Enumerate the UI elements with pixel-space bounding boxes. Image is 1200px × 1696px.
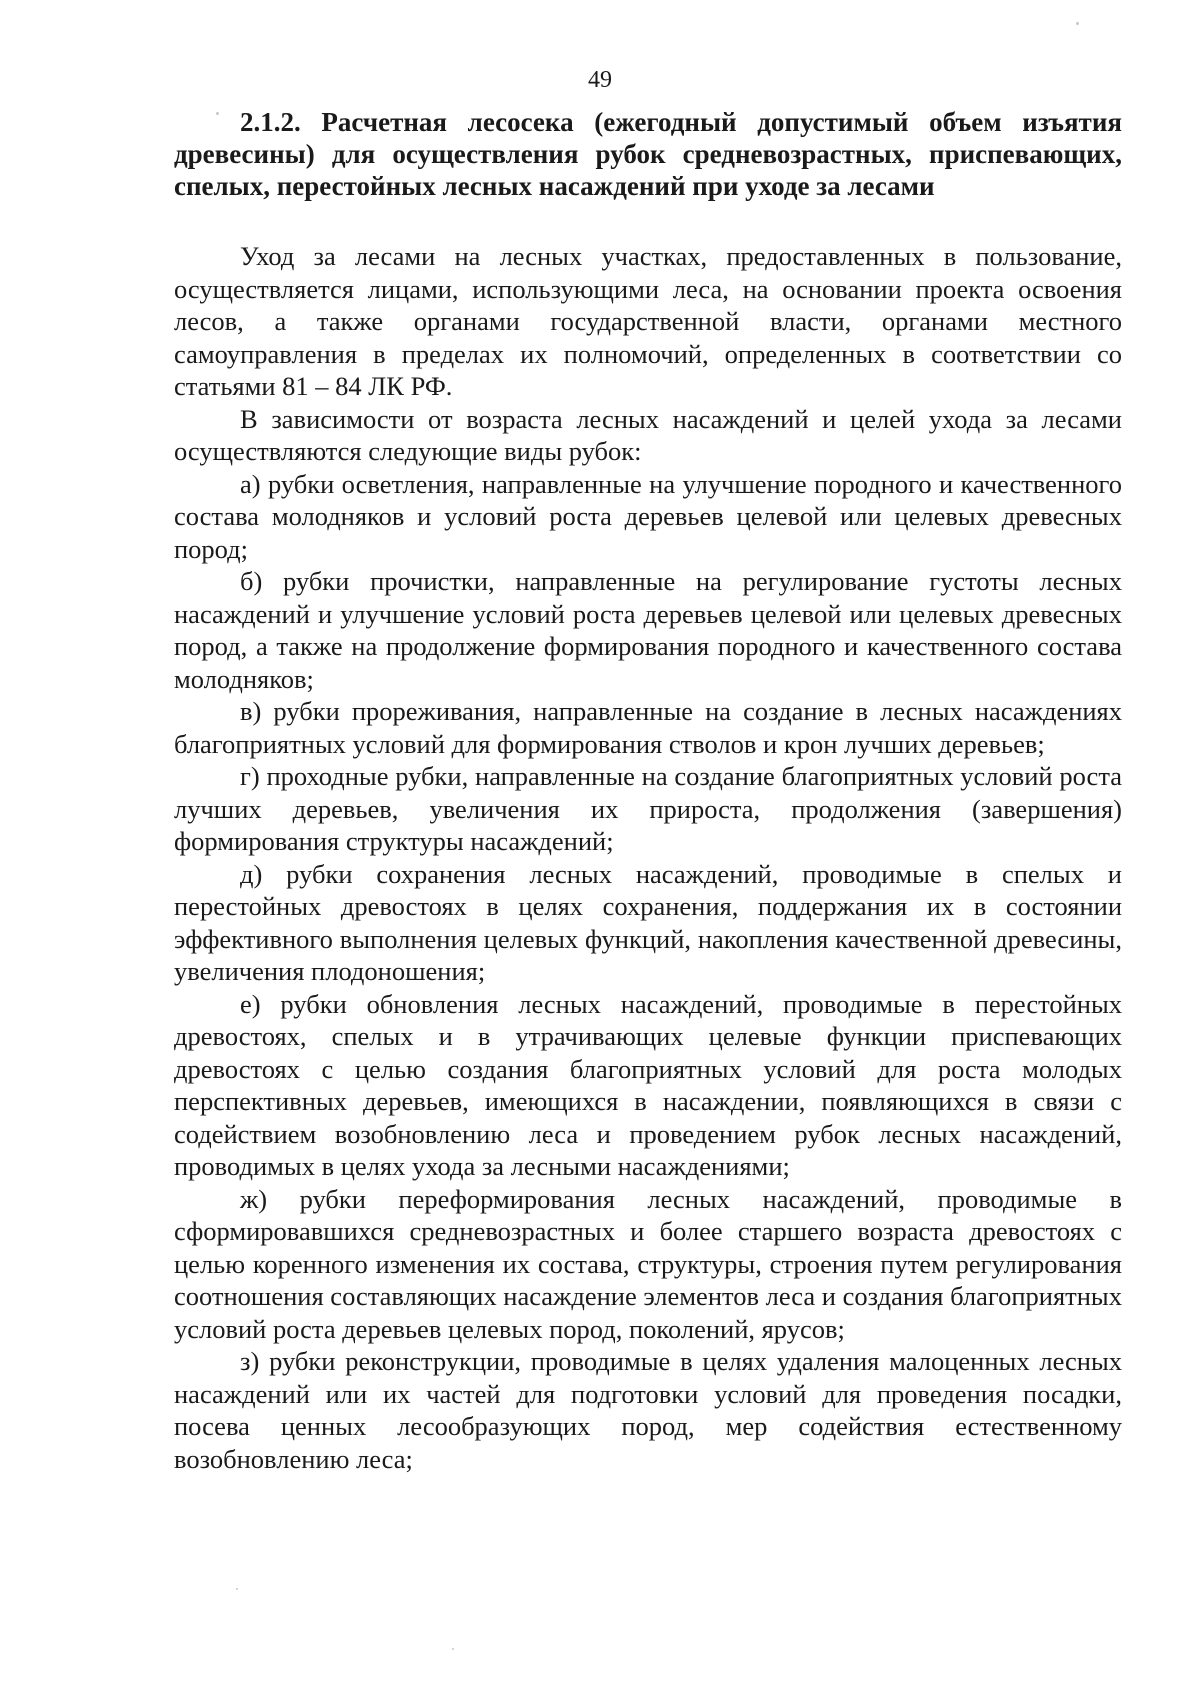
- section-title: 2.1.2. Расчетная лесосека (ежегодный допустимый объем изъятия древесины) для осуществления рубок средневозрастных, приспевающих, спелых, перестойных лесных насаждений при уходе за лесами: [174, 107, 1122, 201]
- paragraph-cutting-types: В зависимости от возраста лесных насаждений и целей ухода за лесами осуществляются следующие виды рубок:: [174, 403, 1122, 466]
- page-number: 49: [588, 67, 612, 93]
- scan-artifact: [216, 112, 219, 115]
- document-body: [174, 106, 1122, 1475]
- list-item-d: д) рубки сохранения лесных насаждений, проводимые в спелых и перестойных древостоях в целях сохранения, поддержания их в состоянии эффективного выполнения целевых функций, накопления качественной древесины, увеличения плодоношения;: [174, 858, 1122, 986]
- scan-artifact: [1076, 22, 1079, 25]
- list-item-zh: ж) рубки переформирования лесных насаждений, проводимые в сформировавшихся средневозрастных и более старшего возраста древостоях с целью коренного изменения их состава, структуры, строения путем регулирования соотношения составляющих насаждение элементов леса и создания благоприятных условий роста деревьев целевых пород, поколений, ярусов;: [174, 1183, 1122, 1344]
- list-item-e: е) рубки обновления лесных насаждений, проводимые в перестойных древостоях, спелых и в утрачивающих целевые функции приспевающих древостоях с целью создания благоприятных условий для роста молодых перспективных деревьев, имеющихся в насаждении, появляющихся в связи с содействием возобновлению леса и проведением рубок лесных насаждений, проводимых в целях ухода за лесными насаждениями;: [174, 988, 1122, 1181]
- paragraph-intro: Уход за лесами на лесных участках, предоставленных в пользование, осуществляется лицами, использующими леса, на основании проекта освоения лесов, а также органами государственной власти, органами местного самоуправления в пределах их полномочий, определенных в соответствии со статьями 81 – 84 ЛК РФ.: [174, 241, 1122, 401]
- list-item-b: б) рубки прочистки, направленные на регулирование густоты лесных насаждений и улучшение условий роста деревьев целевой или целевых древесных пород, а также на продолжение формирования породного и качественного состава молодняков;: [174, 566, 1122, 694]
- list-item-z: з) рубки реконструкции, проводимые в целях удаления малоценных лесных насаждений или их частей для подготовки условий для проведения посадки, посева ценных лесообразующих пород, мер содействия естественному возобновлению леса;: [174, 1346, 1122, 1474]
- list-item-g: г) проходные рубки, направленные на создание благоприятных условий роста лучших деревьев, увеличения их прироста, продолжения (завершения) формирования структуры насаждений;: [174, 761, 1122, 856]
- scan-artifact: [236, 1588, 238, 1590]
- list-item-a: а) рубки осветления, направленные на улучшение породного и качественного состава молодняков и условий роста деревьев целевой или целевых древесных пород;: [174, 468, 1122, 564]
- scan-artifact: [452, 1648, 454, 1650]
- list-item-v: в) рубки прореживания, направленные на создание в лесных насаждениях благоприятных условий для формирования стволов и крон лучших деревьев;: [174, 696, 1122, 759]
